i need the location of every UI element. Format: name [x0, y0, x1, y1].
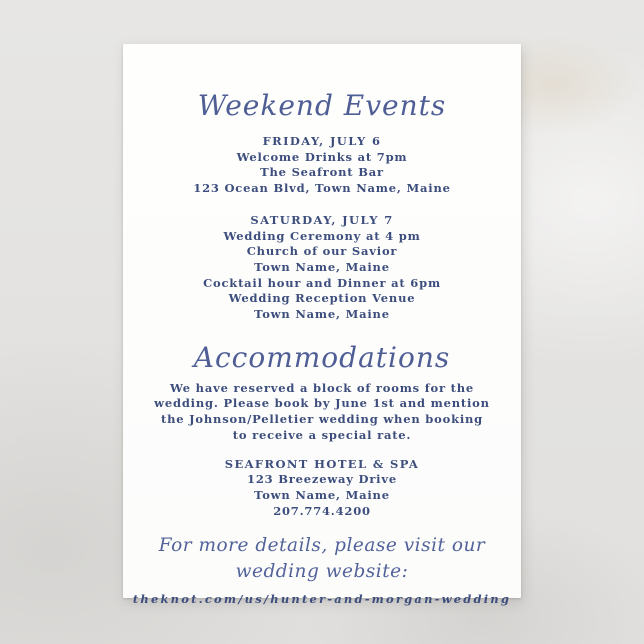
hotel-line: 207.774.4200: [273, 503, 371, 518]
accommodations-heading: Accommodations: [193, 340, 451, 374]
saturday-section: [123, 213, 521, 323]
hotel-section: [123, 457, 521, 520]
accommodations-paragraph: We have reserved a block of rooms for the wedding. Please book by June 1st and mention the Johnson/Pelletier wedding when booking to receive a special rate.: [154, 380, 490, 442]
events-heading: Weekend Events: [197, 89, 447, 122]
event-line: The Seafront Bar: [260, 165, 384, 180]
event-line: Wedding Reception Venue: [228, 291, 416, 306]
website-note: For more details, please visit our wedding website:: [158, 535, 486, 583]
event-line: Church of our Savior: [246, 244, 398, 259]
hotel-line: 123 Breezeway Drive: [247, 472, 397, 487]
event-line: Town Name, Maine: [254, 307, 390, 322]
friday-title: FRIDAY, JULY 6: [262, 134, 382, 148]
friday-section: [123, 134, 521, 197]
event-line: Cocktail hour and Dinner at 6pm: [203, 275, 441, 290]
wedding-website-url: theknot.com/us/hunter-and-morgan-wedding: [132, 592, 512, 607]
event-line: 123 Ocean Blvd, Town Name, Maine: [193, 181, 451, 196]
event-line: Welcome Drinks at 7pm: [236, 149, 408, 164]
saturday-title: SATURDAY, JULY 7: [250, 212, 394, 227]
hotel-title: SEAFRONT HOTEL & SPA: [224, 456, 420, 471]
hotel-line: Town Name, Maine: [254, 487, 390, 502]
event-line: Wedding Ceremony at 4 pm: [223, 228, 421, 243]
event-line: Town Name, Maine: [254, 259, 390, 274]
enclosure-card: [123, 44, 521, 607]
